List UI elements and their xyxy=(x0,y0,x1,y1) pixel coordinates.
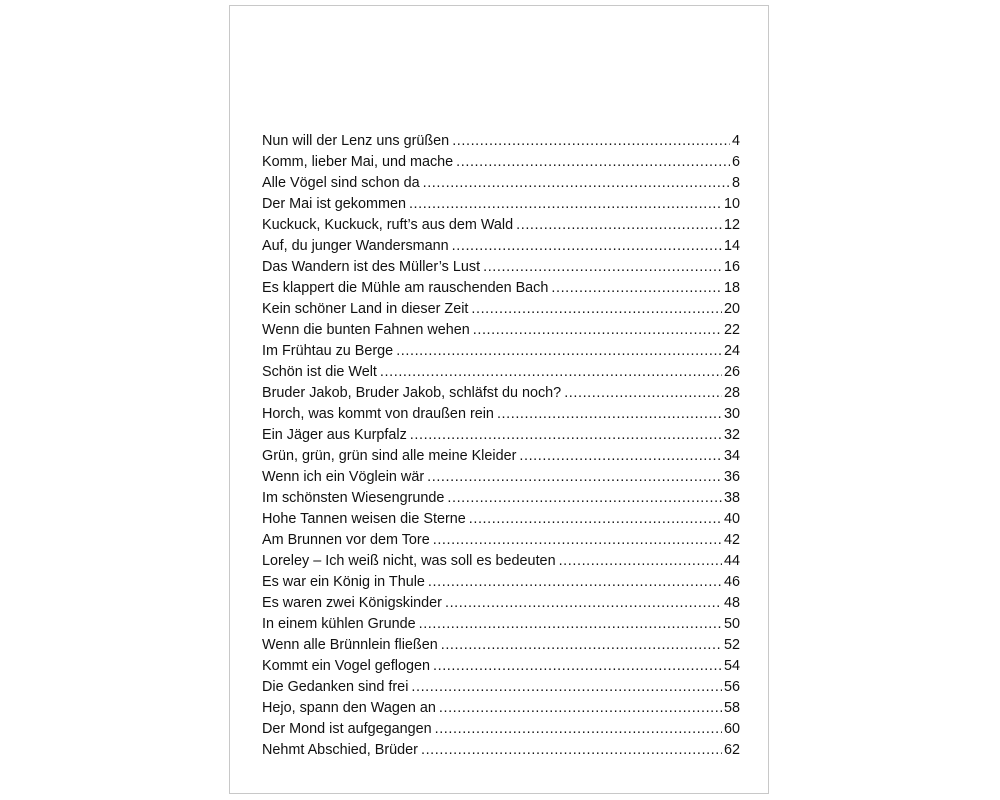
toc-entry xyxy=(262,488,740,509)
toc-entry-title: Es klappert die Mühle am rauschenden Bach xyxy=(262,280,549,296)
toc-entry-page-number: 12 xyxy=(723,217,740,233)
toc-entry xyxy=(262,383,740,404)
toc-entry xyxy=(262,446,740,467)
toc-entry-page-number: 14 xyxy=(723,238,740,254)
toc-entry-title: Es waren zwei Königskinder xyxy=(262,595,442,611)
toc-entry-title: Am Brunnen vor dem Tore xyxy=(262,532,430,548)
toc-entry-page-number: 42 xyxy=(723,532,740,548)
toc-entry-page-number: 34 xyxy=(723,448,740,464)
toc-entry-page-number: 10 xyxy=(723,196,740,212)
toc-entry-title: Grün, grün, grün sind alle meine Kleider xyxy=(262,448,517,464)
dot-leader xyxy=(439,698,722,719)
toc-entry-title: Im Frühtau zu Berge xyxy=(262,343,394,359)
toc-entry xyxy=(262,698,740,719)
toc-entry xyxy=(262,551,740,572)
toc-entry-page-number: 22 xyxy=(723,322,740,338)
toc-entry xyxy=(262,635,740,656)
dot-leader xyxy=(396,341,722,362)
dot-leader xyxy=(519,446,722,467)
toc-entry xyxy=(262,740,740,761)
toc-entry-title: Im schönsten Wiesengrunde xyxy=(262,490,445,506)
dot-leader xyxy=(380,362,722,383)
dot-leader xyxy=(409,194,722,215)
dot-leader xyxy=(428,572,722,593)
toc-entry-title: Auf, du junger Wandersmann xyxy=(262,238,449,254)
dot-leader xyxy=(516,215,722,236)
toc-entry-page-number: 16 xyxy=(723,259,740,275)
toc-entry-page-number: 28 xyxy=(723,385,740,401)
toc-entry-page-number: 8 xyxy=(731,175,740,191)
toc-entry xyxy=(262,425,740,446)
dot-leader xyxy=(452,236,722,257)
dot-leader xyxy=(471,299,722,320)
toc-entry-page-number: 44 xyxy=(723,553,740,569)
toc-entry xyxy=(262,572,740,593)
toc-entry xyxy=(262,677,740,698)
toc-entry-page-number: 32 xyxy=(723,427,740,443)
toc-entry-title: Hejo, spann den Wagen an xyxy=(262,700,436,716)
toc-entry-page-number: 56 xyxy=(723,679,740,695)
toc-entry-page-number: 50 xyxy=(723,616,740,632)
toc-entry-page-number: 4 xyxy=(731,133,740,149)
dot-leader xyxy=(497,404,722,425)
toc-entry xyxy=(262,320,740,341)
toc-entry-page-number: 60 xyxy=(723,721,740,737)
toc-entry xyxy=(262,173,740,194)
toc-entry-title: Wenn alle Brünnlein fließen xyxy=(262,637,438,653)
document-page xyxy=(229,5,769,794)
toc-entry-page-number: 26 xyxy=(723,364,740,380)
dot-leader xyxy=(411,677,722,698)
dot-leader xyxy=(421,740,722,761)
dot-leader xyxy=(441,635,722,656)
toc-entry-title: Der Mai ist gekommen xyxy=(262,196,406,212)
toc-entry xyxy=(262,404,740,425)
toc-entry-page-number: 54 xyxy=(723,658,740,674)
toc-entry-page-number: 48 xyxy=(723,595,740,611)
toc-entry-title: Kommt ein Vogel geflogen xyxy=(262,658,431,674)
toc-entry xyxy=(262,152,740,173)
toc-entry xyxy=(262,656,740,677)
toc-entry xyxy=(262,467,740,488)
dot-leader xyxy=(452,131,730,152)
dot-leader xyxy=(456,152,730,173)
dot-leader xyxy=(483,257,722,278)
toc-entry-title: Kein schöner Land in dieser Zeit xyxy=(262,301,469,317)
toc-entry xyxy=(262,278,740,299)
dot-leader xyxy=(427,467,722,488)
toc-entry-page-number: 6 xyxy=(731,154,740,170)
toc-entry-title: Der Mond ist aufgegangen xyxy=(262,721,432,737)
dot-leader xyxy=(433,530,722,551)
dot-leader xyxy=(469,509,722,530)
toc-entry xyxy=(262,131,740,152)
toc-entry xyxy=(262,593,740,614)
toc-entry-title: In einem kühlen Grunde xyxy=(262,616,416,632)
toc-entry-title: Alle Vögel sind schon da xyxy=(262,175,420,191)
toc-entry-title: Komm, lieber Mai, und mache xyxy=(262,154,454,170)
toc-entry xyxy=(262,341,740,362)
toc-entry xyxy=(262,509,740,530)
dot-leader xyxy=(433,656,722,677)
toc-entry-title: Schön ist die Welt xyxy=(262,364,377,380)
dot-leader xyxy=(473,320,722,341)
toc-entry-title: Hohe Tannen weisen die Sterne xyxy=(262,511,466,527)
toc-entry-title: Nehmt Abschied, Brüder xyxy=(262,742,418,758)
toc-entry-page-number: 52 xyxy=(723,637,740,653)
toc-entry-title: Loreley – Ich weiß nicht, was soll es bedeuten xyxy=(262,553,556,569)
toc-entry-title: Wenn die bunten Fahnen wehen xyxy=(262,322,470,338)
toc-entry xyxy=(262,257,740,278)
toc-entry xyxy=(262,299,740,320)
toc-entry-title: Es war ein König in Thule xyxy=(262,574,425,590)
dot-leader xyxy=(447,488,722,509)
toc-entry-page-number: 38 xyxy=(723,490,740,506)
toc-entry-title: Kuckuck, Kuckuck, ruft’s aus dem Wald xyxy=(262,217,514,233)
toc-entry-page-number: 20 xyxy=(723,301,740,317)
toc-entry-page-number: 62 xyxy=(723,742,740,758)
dot-leader xyxy=(410,425,722,446)
toc-entry-page-number: 40 xyxy=(723,511,740,527)
toc-entry-page-number: 24 xyxy=(723,343,740,359)
toc-entry-title: Ein Jäger aus Kurpfalz xyxy=(262,427,407,443)
dot-leader xyxy=(435,719,722,740)
toc-entry-title: Nun will der Lenz uns grüßen xyxy=(262,133,450,149)
toc-entry-title: Horch, was kommt von draußen rein xyxy=(262,406,494,422)
toc-entry xyxy=(262,614,740,635)
toc-entry-page-number: 36 xyxy=(723,469,740,485)
toc-entry-page-number: 18 xyxy=(723,280,740,296)
toc-entry xyxy=(262,215,740,236)
toc-entry-title: Bruder Jakob, Bruder Jakob, schläfst du noch? xyxy=(262,385,562,401)
toc-entry xyxy=(262,719,740,740)
dot-leader xyxy=(419,614,722,635)
toc-entry-page-number: 46 xyxy=(723,574,740,590)
dot-leader xyxy=(445,593,722,614)
toc-entry xyxy=(262,362,740,383)
dot-leader xyxy=(423,173,730,194)
toc-entry-page-number: 30 xyxy=(723,406,740,422)
toc-entry-title: Wenn ich ein Vöglein wär xyxy=(262,469,425,485)
toc-entry xyxy=(262,530,740,551)
table-of-contents xyxy=(262,131,740,761)
dot-leader xyxy=(551,278,722,299)
toc-entry xyxy=(262,236,740,257)
toc-entry-page-number: 58 xyxy=(723,700,740,716)
dot-leader xyxy=(564,383,722,404)
toc-entry xyxy=(262,194,740,215)
dot-leader xyxy=(559,551,722,572)
toc-entry-title: Die Gedanken sind frei xyxy=(262,679,409,695)
toc-entry-title: Das Wandern ist des Müller’s Lust xyxy=(262,259,481,275)
